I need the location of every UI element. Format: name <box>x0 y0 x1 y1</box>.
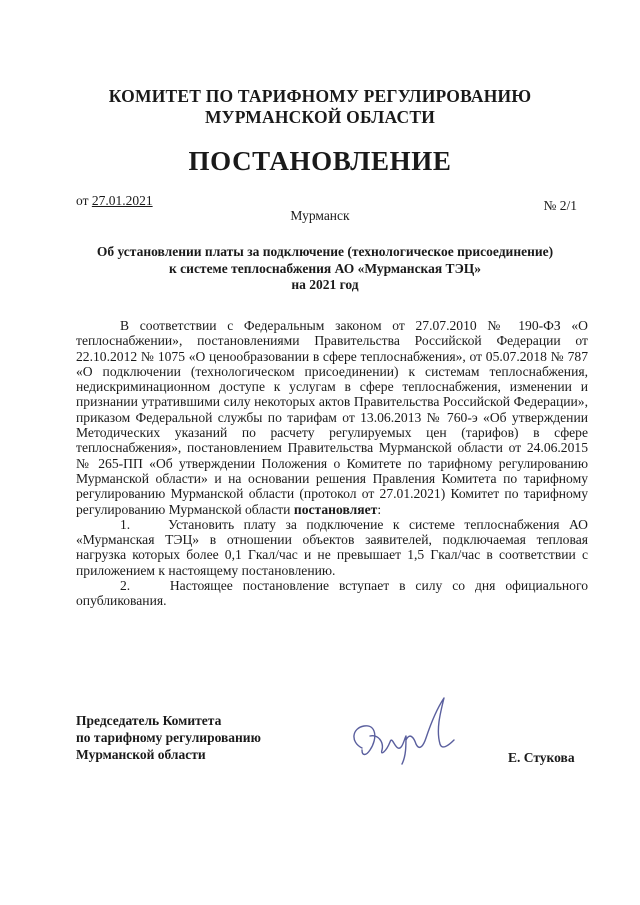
document-date <box>76 193 153 209</box>
signatory-name: Е. Стукова <box>508 750 575 765</box>
item-2: 2. Настоящее постановление вступает в силу со дня официального опубликования. <box>76 578 588 609</box>
document-number: № 2/1 <box>543 198 577 213</box>
signatory-title <box>76 712 261 763</box>
document-body <box>76 318 588 609</box>
signature-stroke <box>354 698 454 764</box>
organization-header <box>0 86 640 128</box>
signatory-title-line-2: по тарифному регулированию <box>76 730 261 745</box>
document-subject <box>60 244 590 294</box>
subject-line-1: Об установлении платы за подключение (технологическое присоединение) <box>96 244 554 259</box>
date-prefix: от <box>76 193 92 208</box>
org-line-2: МУРМАНСКОЙ ОБЛАСТИ <box>204 107 436 127</box>
preamble-paragraph <box>76 318 588 517</box>
signatory-title-line-3: Мурманской области <box>76 747 206 762</box>
date-value: 27.01.2021 <box>91 193 153 208</box>
document-type: ПОСТАНОВЛЕНИЕ <box>188 146 452 176</box>
decides-colon: : <box>377 501 382 517</box>
item-1: 1. Установить плату за подключение к системе теплоснабжения АО «Мурманская ТЭЦ» в отношении объектов заявителей, подключаемая тепловая нагрузка которых более 0,1 Гкал/час и не превышает 1,5 Гкал/час в соответствии с приложением к настоящему постановлению. <box>76 516 588 578</box>
handwritten-signature <box>340 690 480 770</box>
preamble-text: В соответствии с Федеральным законом от 27.07.2010 № 190-ФЗ «О теплоснабжении», постановлениями Правительства Российской Федерации от 22.10.2012 № 1075 «О ценообразовании в сфере теплоснабжения», от 05.07.2018 № 787 «О подключении (технологическом присоединении) к системам теплоснабжения, недискриминационном доступе к услугам в сфере теплоснабжения, изменении и признании утратившими силу некоторых актов Правительства Российской Федерации», приказом Федеральной службы по тарифам от 13.06.2013 № 760-э «Об утверждении Методических указаний по расчету регулируемых цен (тарифов) в сфере теплоснабжения», постановлением Правительства Мурманской области от 24.06.2015 № 265-ПП «Об утверждении Положения о Комитете по тарифному регулированию Мурманской области» и на основании решения Правления Комитета по тарифному регулированию Мурманской области (протокол от 27.01.2021) Комитет по тарифному регулированию Мурманской области <box>76 318 588 517</box>
subject-line-2: к системе теплоснабжения АО «Мурманская ТЭЦ» <box>169 260 481 276</box>
document-city: Мурманск <box>290 208 350 223</box>
org-line-1: КОМИТЕТ ПО ТАРИФНОМУ РЕГУЛИРОВАНИЮ <box>108 86 532 106</box>
subject-line-3: на 2021 год <box>291 277 359 292</box>
decides-word: постановляет <box>293 501 378 517</box>
signatory-title-line-1: Председатель Комитета <box>76 713 222 728</box>
